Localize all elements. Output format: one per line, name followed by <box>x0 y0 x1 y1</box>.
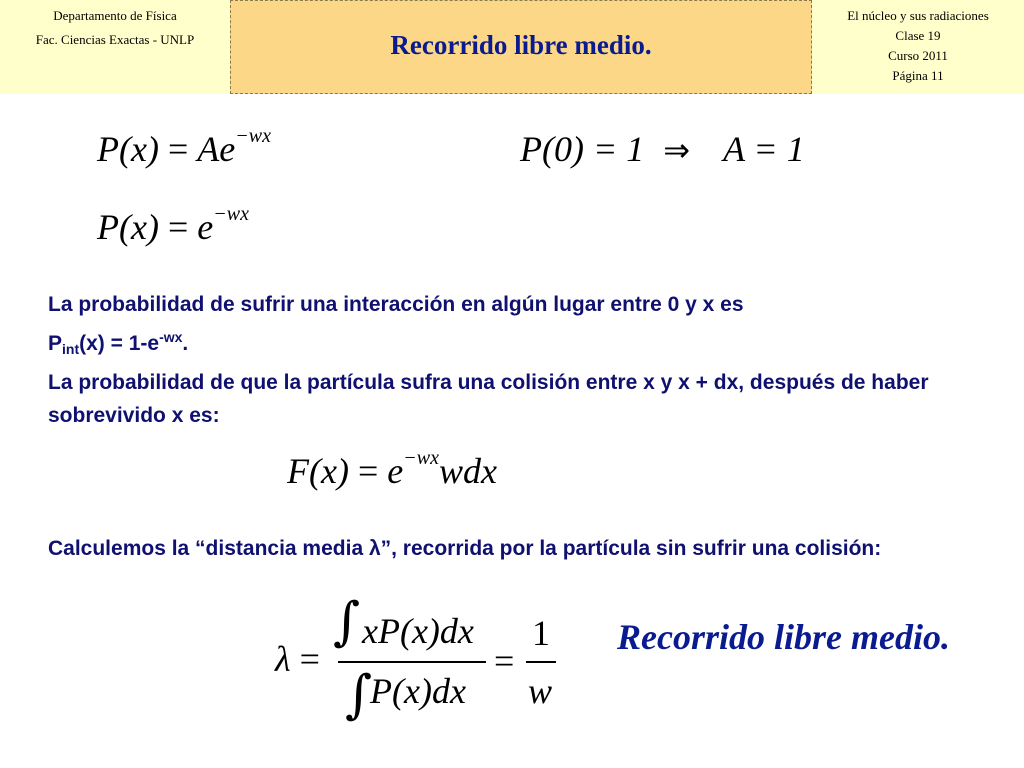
integral-sign-numerator-icon: ∫ <box>333 592 361 652</box>
probability-paragraph <box>48 288 978 432</box>
eq2-condition: P(0) = 1 <box>520 129 645 169</box>
lambda-denominator <box>370 670 466 712</box>
lambda-num-text: xP(x)dx <box>362 611 474 651</box>
header-title-box <box>230 0 812 94</box>
fraction-line-main <box>338 661 486 663</box>
result-title: Recorrido libre medio. <box>617 617 950 657</box>
eq4-exponent: −wx <box>403 447 439 469</box>
equals-sign-2: = <box>494 641 515 681</box>
lambda-den-text: P(x)dx <box>370 671 466 711</box>
header-course-info <box>812 0 1024 94</box>
eq1-rhs: Ae <box>197 129 236 169</box>
course-year: Curso 2011 <box>888 48 948 63</box>
equation-px-ae: $P(x) = Ae^{-wx}$ <box>97 125 271 169</box>
mean-distance-paragraph <box>48 532 978 565</box>
p1-mid: (x) = 1-e <box>79 332 160 355</box>
p1-subscript: int <box>62 341 80 357</box>
p1-P: P <box>48 332 63 355</box>
equation-px-e: $P(x) = e^{-wx}$ <box>97 203 249 247</box>
eq3-rhs: e <box>197 207 214 247</box>
eq2-result: A = 1 <box>723 129 805 169</box>
class-number: Clase 19 <box>895 28 941 43</box>
lambda-numerator <box>362 610 474 652</box>
eq3-exponent: −wx <box>213 203 249 225</box>
implies-icon: ⇒ <box>663 131 691 169</box>
result-num-text: 1 <box>532 613 550 653</box>
eq1-lhs: P(x) <box>97 129 159 169</box>
eq4-tail: wdx <box>438 451 497 491</box>
lambda-symbol: λ = <box>275 639 320 679</box>
lambda-char: λ <box>275 639 291 679</box>
department-label: Departamento de Física <box>53 8 177 23</box>
course-name: El núcleo y sus radiaciones <box>847 8 989 23</box>
result-numerator <box>532 612 550 654</box>
p2-text: La probabilidad de que la partícula sufra una colisión entre x y x + dx, después de haber sobrevivido x es: <box>48 371 929 427</box>
integral-sign-denominator-icon: ∫ <box>345 665 373 725</box>
eq1-exponent: −wx <box>235 125 271 147</box>
equation-fx: $F(x) = e^{-wx}wdx$ <box>287 447 497 491</box>
p1-line-a: La probabilidad de sufrir una interacción en algún lugar entre 0 y x es <box>48 293 744 316</box>
eq4-base: e <box>387 451 404 491</box>
eq3-lhs: P(x) <box>97 207 159 247</box>
header-institution <box>0 0 230 94</box>
fraction-line-result <box>526 661 556 663</box>
faculty-label: Fac. Ciencias Exactas - UNLP <box>35 31 195 47</box>
page-number: Página 11 <box>892 68 944 83</box>
p3-text: Calculemos la “distancia media λ”, recorrida por la partícula sin sufrir una colisión: <box>48 537 882 560</box>
equation-p0 <box>520 128 805 170</box>
p1-superscript: -wx <box>159 329 183 345</box>
result-denominator <box>528 670 552 712</box>
p1-line-b <box>48 321 978 366</box>
p1-end: . <box>182 332 189 355</box>
eq4-lhs: F(x) <box>287 451 349 491</box>
slide-title: Recorrido libre medio. <box>390 30 652 60</box>
result-den-text: w <box>528 671 553 711</box>
